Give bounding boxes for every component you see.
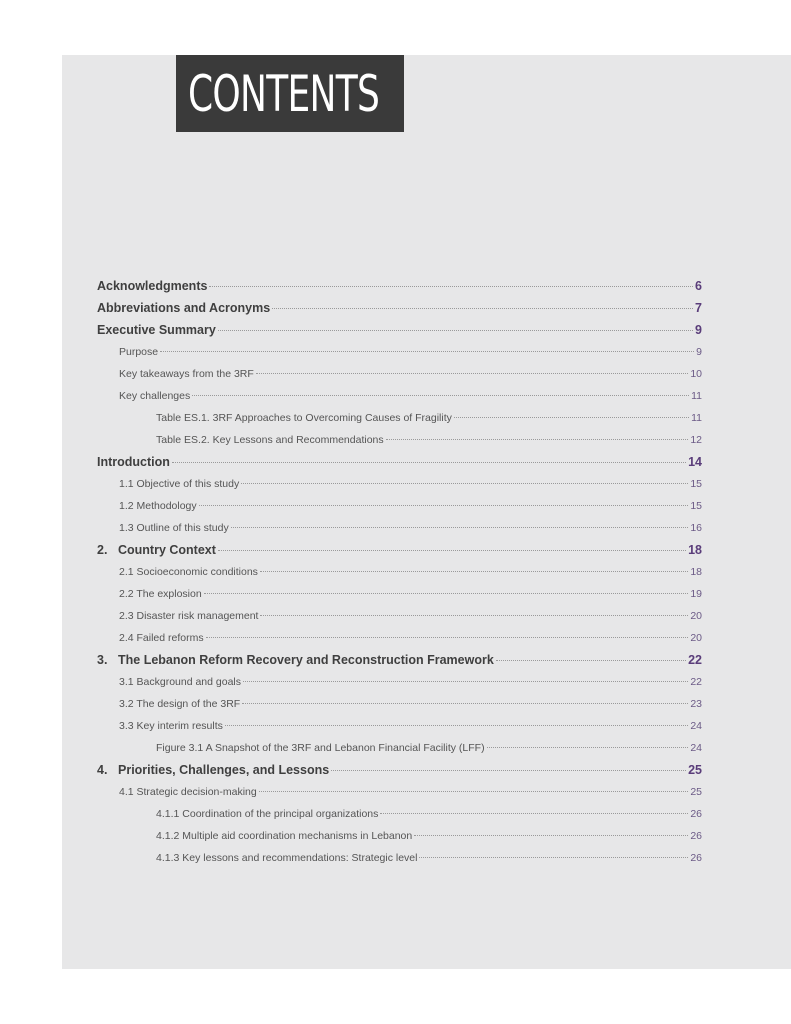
dot-leader <box>496 660 686 661</box>
toc-page-number: 14 <box>688 455 702 469</box>
toc-label: Table ES.1. 3RF Approaches to Overcoming Causes of Fragility <box>156 412 452 424</box>
toc-page-number: 11 <box>691 390 702 402</box>
dot-leader <box>209 286 693 287</box>
toc-label: Priorities, Challenges, and Lessons <box>118 763 330 777</box>
dot-leader <box>272 308 693 309</box>
dot-leader <box>172 462 686 463</box>
dot-leader <box>487 747 689 748</box>
toc-label: 3.3 Key interim results <box>119 720 223 732</box>
toc-entry-table-es1[interactable] <box>156 412 702 428</box>
toc-entry-abbreviations[interactable] <box>97 301 702 317</box>
toc-page-number: 24 <box>690 742 702 754</box>
dot-leader <box>218 550 686 551</box>
toc-page-number: 12 <box>690 434 702 446</box>
toc-page-number: 24 <box>690 720 702 732</box>
toc-label: Executive Summary <box>97 323 216 337</box>
toc-label: 2.3 Disaster risk management <box>119 610 259 622</box>
toc-entry-3-3[interactable] <box>119 720 702 736</box>
toc-label: 1.2 Methodology <box>119 500 197 512</box>
toc-entry-chapter-4[interactable] <box>97 763 702 779</box>
dot-leader <box>386 439 689 440</box>
toc-entry-4-1[interactable] <box>119 786 702 802</box>
toc-entry-1-3[interactable] <box>119 522 702 538</box>
toc-entry-key-takeaways[interactable] <box>119 368 702 384</box>
toc-label: 1.3 Outline of this study <box>119 522 229 534</box>
dot-leader <box>241 483 688 484</box>
dot-leader <box>331 770 686 771</box>
toc-page-number: 26 <box>690 852 702 864</box>
toc-page-number: 9 <box>696 346 702 358</box>
toc-chapter-number: 3. <box>97 653 108 667</box>
dot-leader <box>242 703 688 704</box>
contents-title: CONTENTS <box>188 65 380 123</box>
dot-leader <box>260 571 688 572</box>
toc-label: Acknowledgments <box>97 279 208 293</box>
toc-entry-3-2[interactable] <box>119 698 702 714</box>
toc-entry-chapter-3[interactable] <box>97 653 702 669</box>
toc-chapter-number: 4. <box>97 763 108 777</box>
toc-entry-1-2[interactable] <box>119 500 702 516</box>
toc-label: 4.1.2 Multiple aid coordination mechanisms in Lebanon <box>156 830 413 842</box>
toc-label: 2.4 Failed reforms <box>119 632 204 644</box>
dot-leader <box>160 351 694 352</box>
toc-entry-2-1[interactable] <box>119 566 702 582</box>
toc-label: Key challenges <box>119 390 191 402</box>
toc-page-number: 25 <box>688 763 702 777</box>
toc-entry-1-1[interactable] <box>119 478 702 494</box>
toc-page-number: 26 <box>690 808 702 820</box>
toc-label: 3.2 The design of the 3RF <box>119 698 241 710</box>
dot-leader <box>256 373 689 374</box>
toc-page-number: 7 <box>695 301 702 315</box>
toc-entry-key-challenges[interactable] <box>119 390 702 406</box>
toc-label: 2.2 The explosion <box>119 588 202 600</box>
toc-page-number: 22 <box>688 653 702 667</box>
toc-label: 4.1.3 Key lessons and recommendations: Strategic level <box>156 852 418 864</box>
toc-page-number: 25 <box>690 786 702 798</box>
toc-page-number: 18 <box>690 566 702 578</box>
dot-leader <box>204 593 689 594</box>
toc-page-number: 9 <box>695 323 702 337</box>
toc-page-number: 22 <box>690 676 702 688</box>
toc-chapter-number: 2. <box>97 543 108 557</box>
toc-entry-purpose[interactable] <box>119 346 702 362</box>
toc-label: 1.1 Objective of this study <box>119 478 240 490</box>
toc-page-number: 16 <box>690 522 702 534</box>
dot-leader <box>225 725 688 726</box>
dot-leader <box>380 813 688 814</box>
dot-leader <box>419 857 688 858</box>
toc-entry-4-1-3[interactable] <box>156 852 702 868</box>
toc-entry-4-1-1[interactable] <box>156 808 702 824</box>
toc-page-number: 11 <box>691 412 702 424</box>
toc-label: Country Context <box>118 543 216 557</box>
toc-page-number: 10 <box>690 368 702 380</box>
dot-leader <box>414 835 688 836</box>
dot-leader <box>243 681 688 682</box>
toc-page-number: 20 <box>690 610 702 622</box>
toc-label: The Lebanon Reform Recovery and Reconstruction Framework <box>118 653 494 667</box>
toc-page-number: 18 <box>688 543 702 557</box>
toc-page-number: 15 <box>690 500 702 512</box>
toc-entry-4-1-2[interactable] <box>156 830 702 846</box>
toc-label: 4.1 Strategic decision-making <box>119 786 257 798</box>
toc-page-number: 20 <box>690 632 702 644</box>
toc-page-number: 15 <box>690 478 702 490</box>
toc-entry-figure-3-1[interactable] <box>156 742 702 758</box>
toc-label: Introduction <box>97 455 170 469</box>
toc-page-number: 26 <box>690 830 702 842</box>
toc-entry-executive-summary[interactable] <box>97 323 702 339</box>
dot-leader <box>192 395 689 396</box>
dot-leader <box>218 330 693 331</box>
toc-label: 3.1 Background and goals <box>119 676 242 688</box>
toc-label: Table ES.2. Key Lessons and Recommendations <box>156 434 384 446</box>
toc-entry-2-2[interactable] <box>119 588 702 604</box>
toc-entry-2-3[interactable] <box>119 610 702 626</box>
toc-label: Abbreviations and Acronyms <box>97 301 271 315</box>
toc-label: Figure 3.1 A Snapshot of the 3RF and Lebanon Financial Facility (LFF) <box>156 742 485 754</box>
toc-entry-chapter-2[interactable] <box>97 543 702 559</box>
toc-page-number: 19 <box>690 588 702 600</box>
dot-leader <box>259 791 689 792</box>
dot-leader <box>199 505 689 506</box>
dot-leader <box>231 527 689 528</box>
toc-page-number: 6 <box>695 279 702 293</box>
toc-entry-3-1[interactable] <box>119 676 702 692</box>
dot-leader <box>260 615 688 616</box>
toc-label: Purpose <box>119 346 159 358</box>
toc-label: 4.1.1 Coordination of the principal organizations <box>156 808 379 820</box>
toc-label: Key takeaways from the 3RF <box>119 368 254 380</box>
toc-label: 2.1 Socioeconomic conditions <box>119 566 258 578</box>
toc-entry-acknowledgments[interactable] <box>97 279 702 295</box>
toc-page-number: 23 <box>690 698 702 710</box>
toc-entry-2-4[interactable] <box>119 632 702 648</box>
dot-leader <box>454 417 689 418</box>
dot-leader <box>206 637 689 638</box>
toc-entry-table-es2[interactable] <box>156 434 702 450</box>
toc-entry-introduction[interactable] <box>97 455 702 471</box>
